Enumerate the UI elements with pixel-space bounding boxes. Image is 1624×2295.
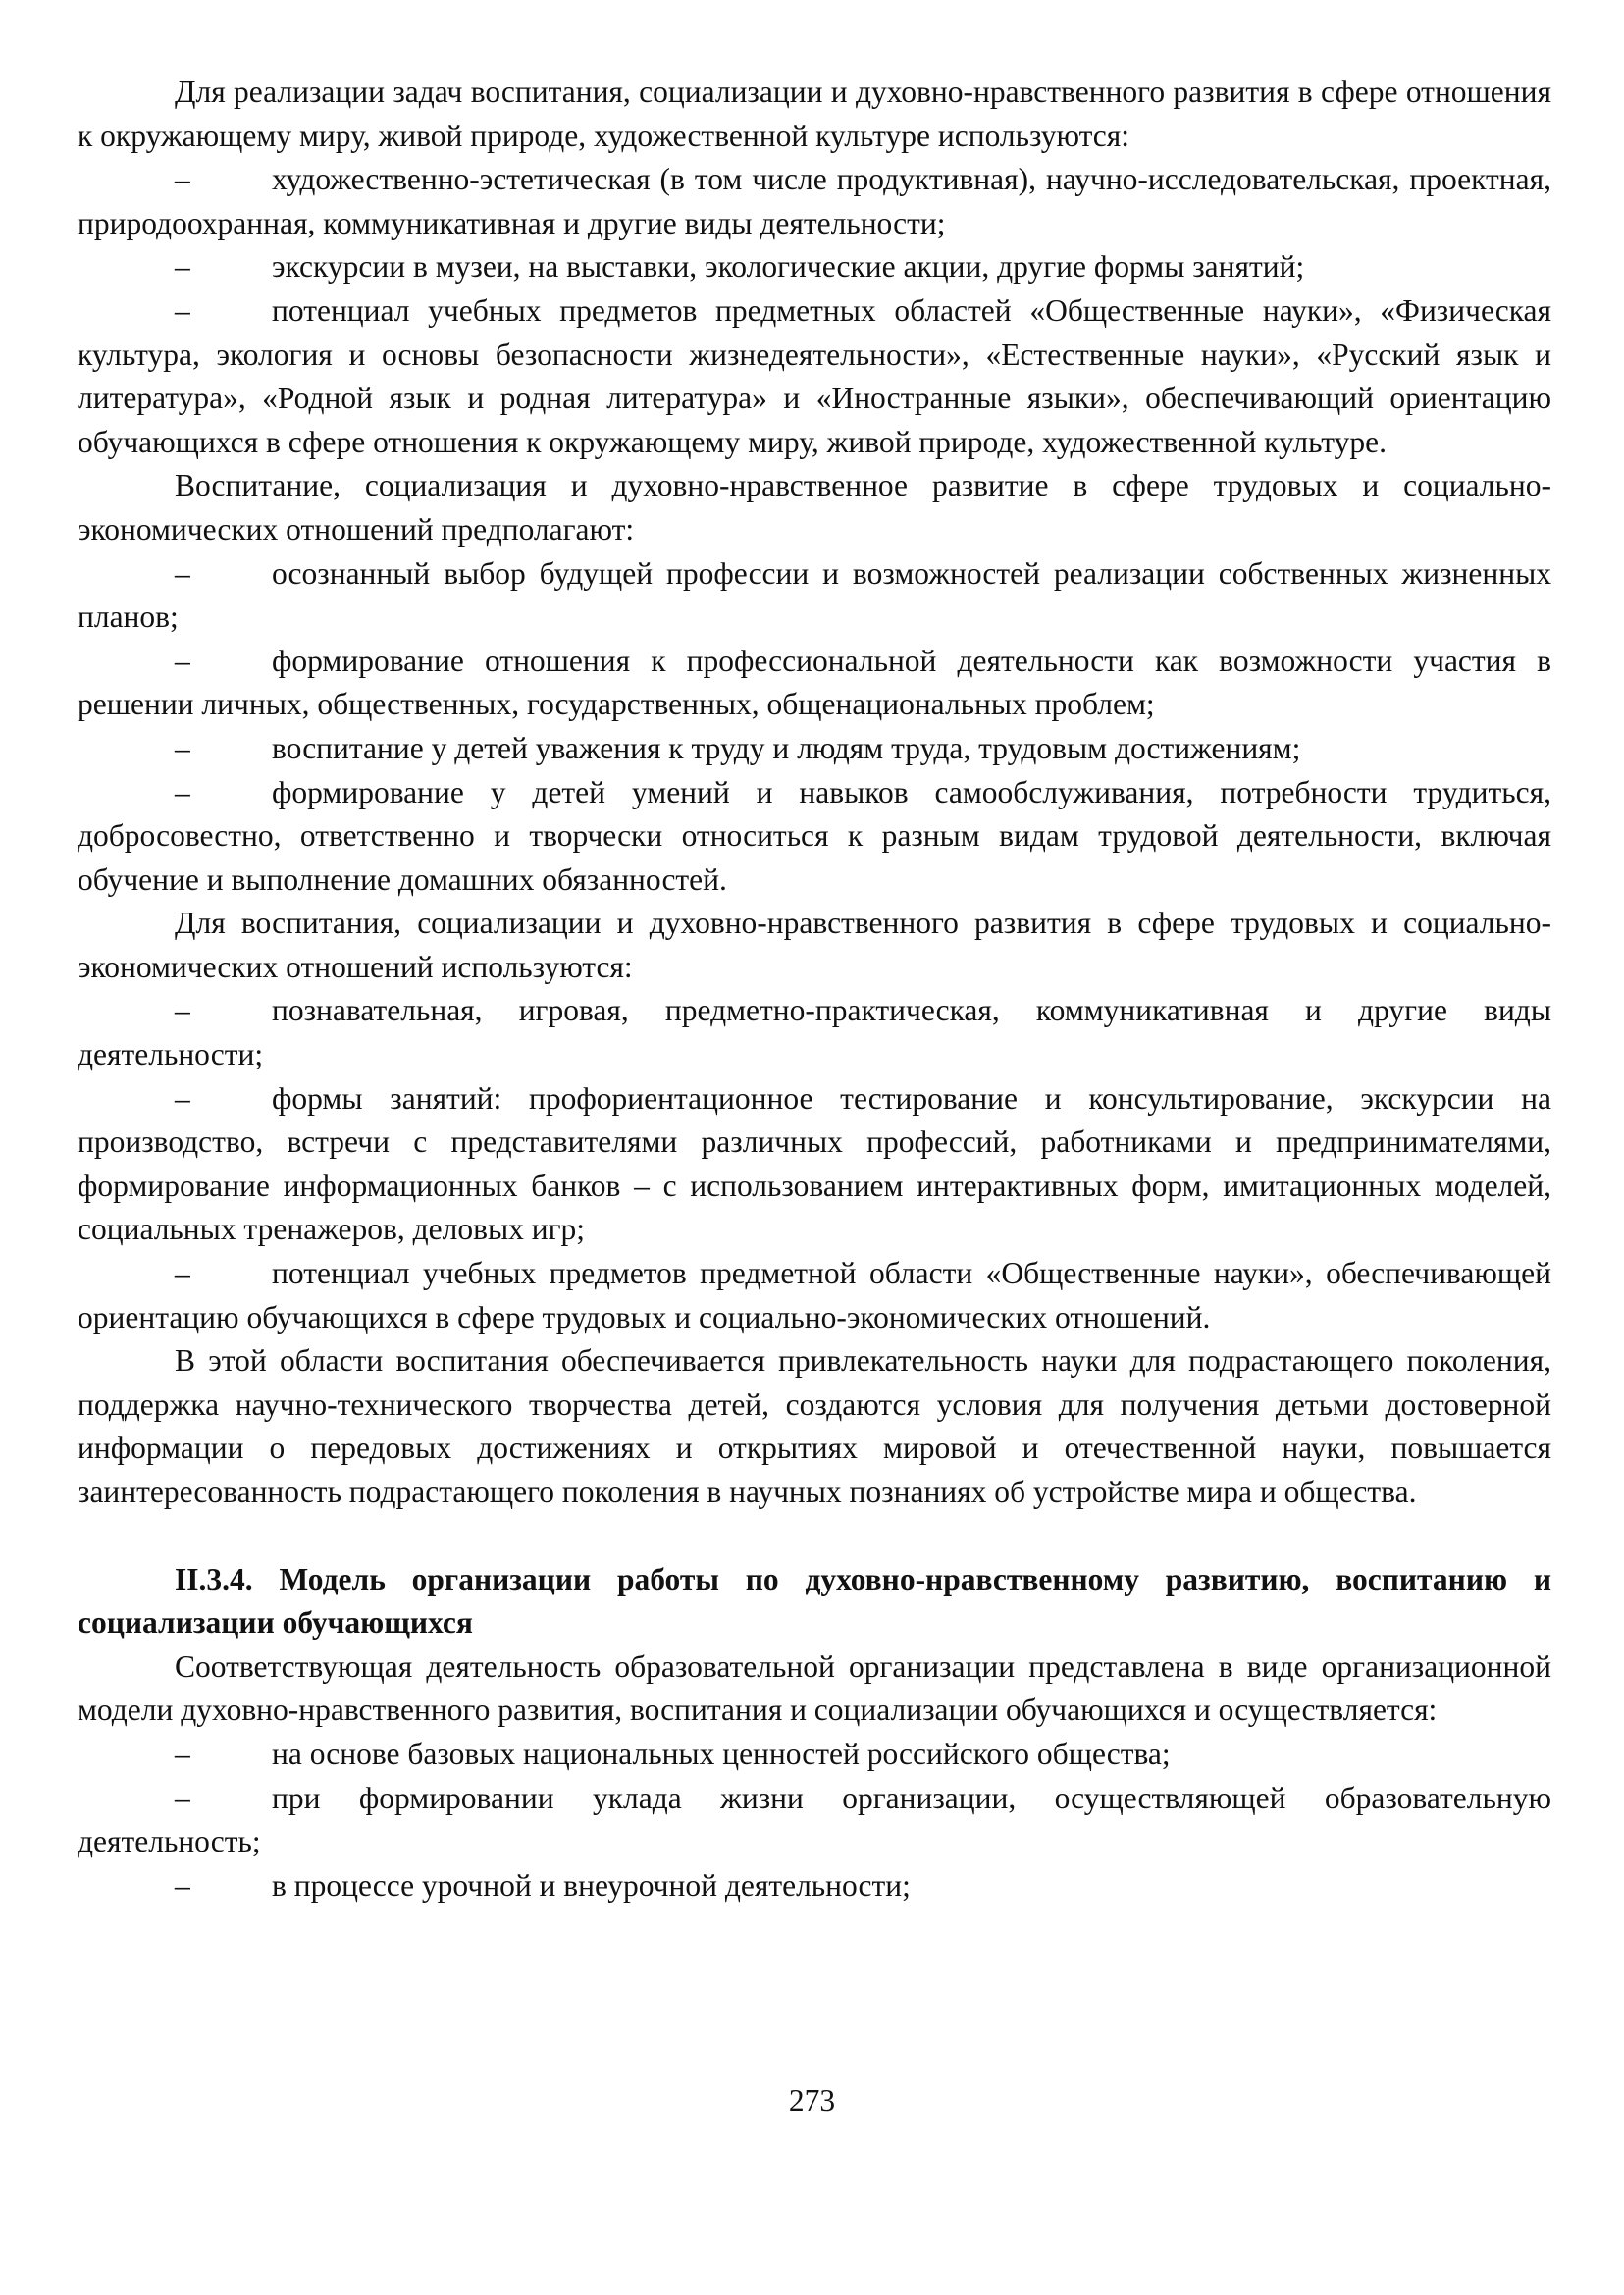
list-item-text: познавательная, игровая, предметно-практическая, коммуникативная и другие виды деятельности;	[78, 993, 1551, 1072]
list-dash: –	[175, 249, 190, 285]
list-item-text: художественно-эстетическая (в том числе продуктивная), научно-исследовательская, проектная, природоохранная, коммуникативная и другие виды деятельности;	[78, 162, 1551, 240]
list-item-text: в процессе урочной и внеурочной деятельности;	[272, 1867, 911, 1903]
list-dash: –	[175, 993, 190, 1028]
list-dash: –	[175, 555, 190, 591]
list-item-text: осознанный выбор будущей профессии и возможностей реализации собственных жизненных планов;	[78, 555, 1551, 635]
list-item	[78, 552, 1551, 640]
paragraph: Соответствующая деятельность образовательной организации представлена в виде организационной модели духовно-нравственного развития, воспитания и социализации обучающихся и осуществляется:	[78, 1648, 1551, 1728]
list-item-text: формы занятий: профориентационное тестирование и консультирование, экскурсии на производство, встречи с представителями различных профессий, работниками и предпринимателями, формирование информационных банков – с использованием интерактивных форм, имитационных моделей, социальных тренажеров, деловых игр;	[78, 1080, 1551, 1247]
section-heading: II.3.4. Модель организации работы по духовно-нравственному развитию, воспитанию и социализации обучающихся	[78, 1561, 1551, 1641]
paragraph: Воспитание, социализация и духовно-нравственное развитие в сфере трудовых и социально-экономических отношений предполагают:	[78, 468, 1551, 547]
list-dash: –	[175, 1736, 190, 1771]
list-dash: –	[175, 730, 190, 765]
list-dash: –	[175, 1256, 190, 1291]
list-item-text: экскурсии в музеи, на выставки, экологические акции, другие формы занятий;	[272, 249, 1305, 285]
list-item	[78, 989, 1551, 1076]
paragraph: Для воспитания, социализации и духовно-нравственного развития в сфере трудовых и социально-экономических отношений используются:	[78, 906, 1551, 984]
list-item	[78, 640, 1551, 727]
list-item	[78, 1864, 1551, 1908]
list-item-text: потенциал учебных предметов предметных областей «Общественные науки», «Физическая культура, экология и основы безопасности жизнедеятельности», «Естественные науки», «Русский язык и литература», «Родной язык и родная литература» и «Иностранные языки», обеспечивающий ориентацию обучающихся в сфере отношения к окружающему миру, живой природе, художественной культуре.	[78, 292, 1551, 459]
list-item-text: потенциал учебных предметов предметной области «Общественные науки», обеспечивающей ориентацию обучающихся в сфере трудовых и социально-экономических отношений.	[78, 1256, 1551, 1334]
page-number: 273	[788, 2083, 836, 2117]
list-item-text: формирование отношения к профессиональной деятельности как возможности участия в решении личных, общественных, государственных, общенациональных проблем;	[78, 643, 1551, 722]
document-body	[78, 71, 1551, 1907]
paragraph: В этой области воспитания обеспечивается привлекательность науки для подрастающего поколения, поддержка научно-технического творчества детей, создаются условия для получения детьми достоверной информации о передовых достижениях и открытиях мировой и отечественной науки, повышается заинтересованность подрастающего поколения в научных познаниях об устройстве мира и общества.	[78, 1343, 1551, 1509]
section-spacer	[78, 1515, 1551, 1558]
list-dash: –	[175, 1080, 190, 1116]
list-dash: –	[175, 1867, 190, 1903]
paragraph: Для реализации задач воспитания, социализации и духовно-нравственного развития в сфере отношения к окружающему миру, живой природе, художественной культуре используются:	[78, 75, 1551, 153]
list-item	[78, 727, 1551, 771]
list-dash: –	[175, 1780, 190, 1815]
list-item	[78, 1077, 1551, 1252]
list-item	[78, 245, 1551, 289]
list-item-text: воспитание у детей уважения к труду и людям труда, трудовым достижениям;	[272, 730, 1301, 765]
list-dash: –	[175, 162, 190, 197]
list-item	[78, 158, 1551, 245]
list-dash: –	[175, 774, 190, 809]
list-item	[78, 1777, 1551, 1864]
list-item-text: формирование у детей умений и навыков самообслуживания, потребности трудиться, добросовестно, ответственно и творчески относиться к разным видам трудовой деятельности, включая обучение и выполнение домашних обязанностей.	[78, 774, 1551, 897]
list-item	[78, 1252, 1551, 1339]
list-item-text: при формировании уклада жизни организации, осуществляющей образовательную деятельность;	[78, 1780, 1551, 1859]
list-dash: –	[175, 292, 190, 328]
list-dash: –	[175, 643, 190, 678]
list-item-text: на основе базовых национальных ценностей российского общества;	[272, 1736, 1171, 1771]
list-item	[78, 289, 1551, 464]
list-item	[78, 771, 1551, 903]
list-item	[78, 1733, 1551, 1777]
